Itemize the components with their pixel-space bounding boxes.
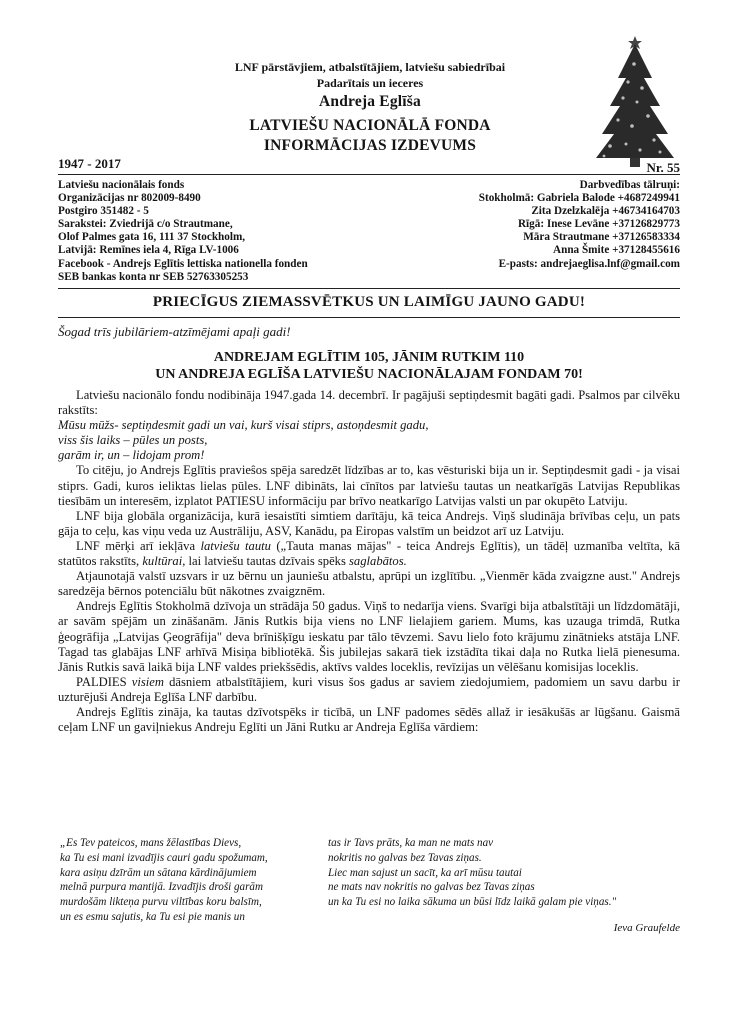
contact-line: Facebook - Andrejs Eglītis lettiska nationella fonden [58, 257, 308, 270]
issue-number: Nr. 55 [646, 160, 680, 175]
text-run: lai latviešu tautas dzīvais spēks [185, 554, 350, 569]
psalm-line: Mūsu mūžs- septiņdesmit gadi un vai, kurš visai stiprs, astoņdesmit gadu, [58, 418, 429, 433]
contact-line: Olof Palmes gata 16, 111 37 Stockholm, [58, 231, 246, 244]
contact-line: Postgiro 351482 - 5 [58, 205, 149, 218]
poem-left [60, 836, 330, 925]
contact-line: Latvijā: Remīnes iela 4, Rīga LV-1006 [58, 244, 239, 257]
headline-2: UN ANDREJA EGLĪŠA LATVIEŠU NACIONĀLAJAM FONDAM 70! [155, 367, 583, 382]
contact-line: Darbvedības tālruņi: [579, 179, 680, 191]
header-line-2: Padarītais un ieceres [316, 76, 424, 90]
contact-line: Organizācijas nr 802009-8490 [58, 192, 201, 205]
paragraph: Atjaunotajā valstī uzsvars ir uz bērnu un jauniešu atbalstu, aprūpi un izglītību. „Vienmēr kāda zvaigzne aust." Andrejs saredzēja bērnos potenciālu būt nākotnes zvaigznēm. [58, 569, 680, 599]
signature: Ieva Graufelde [613, 922, 680, 934]
text-run-italic: kultūrai, [142, 554, 186, 569]
poem-line: nokritis no galvas bez Tavas ziņas. [328, 851, 482, 864]
contact-line: SEB bankas konta nr SEB 52763305253 [58, 270, 249, 283]
text-run: LNF mērķi arī iekļāva [76, 538, 201, 553]
contact-line: Latviešu nacionālais fonds [58, 179, 185, 191]
contact-line: Stokholmā: Gabriela Balode +4687249941 [478, 192, 680, 205]
poem-line: un es esmu sajutis, ka Tu esi pie manis un [60, 910, 245, 923]
text-run: PALDIES [76, 674, 132, 689]
paragraph: Latviešu nacionālo fondu nodibināja 1947.gada 14. decembrī. Ir pagājuši septiņdesmit bagāti gadi. Psalmos par cilvēku rakstīts: [58, 388, 680, 418]
contact-line: Rīgā: Inese Levāne +37126829773 [517, 218, 680, 231]
poem-right [328, 836, 688, 910]
poem-line: un ka Tu esi no laika sākuma un būsi līdz laikā galam pie viņas." [328, 896, 617, 909]
contacts-rule [58, 288, 680, 289]
paragraph: To citēju, jo Andrejs Eglītis pravieŝos spēja saredzēt līdzības ar to, kas vēsturiski bija un ir. Septiņdesmit gadi - ja visai stiprs. Gadi, kuros ieliktas lielas pūles. LNF dibināts, lai cīnītos par latviešu tautas un neatkarīgās Latvijas Republikas tiesībām un interesēm, izplatot PATIESU informāciju par brīvo neatkarīgo Latvijas valsti un par okupēto Latviju. [58, 463, 680, 508]
text-run-italic: visiem [131, 674, 164, 689]
contact-line: Zita Dzelzkalēja +46734164703 [531, 205, 680, 218]
poem-line: Liec man sajust un sacīt, ka arī mūsu tautai [328, 866, 522, 879]
text-run: dāsniem atbalstītājiem, kuri visus šos gadus ar saviem ziedojumiem, padomiem un savu darbu ir uzturējuši Andreja Eglīša LNF darbību. [58, 674, 680, 704]
header-line-3: Andreja Eglīša [319, 93, 421, 110]
header-line-1: LNF pārstāvjiem, atbalstītājiem, latviešu sabiedrībai [234, 60, 506, 74]
text-run: („Tauta manas mājas" - teica Andrejs Eglītis), un tādēļ uzmanība veltīta, kā statūtos rakstīts, [58, 538, 680, 569]
header-title-1: LATVIEŠU NACIONĀLĀ FONDA [249, 117, 491, 134]
poem-line: „Es Tev pateicos, mans žēlastības Dievs, [60, 837, 242, 849]
psalm-line: viss šis laiks – pūles un posts, [58, 433, 208, 448]
header-title-2: INFORMĀCIJAS IZDEVUMS [263, 137, 477, 154]
contact-line: Sarakstei: Zviedrijā c/o Strautmane, [58, 218, 233, 231]
headline-1: ANDREJAM EGLĪTIM 105, JĀNIM RUTKIM 110 [213, 350, 525, 365]
article-body [58, 388, 680, 735]
contacts-right [420, 179, 680, 271]
poem-line: murdošām likteņa purvu viltības koru balsīm, [60, 896, 262, 909]
text-run-italic: latviešu tautu [200, 538, 271, 553]
poem-line: melnā purpura mantijā. Izvadījis droši garām [60, 881, 263, 894]
psalm-line: garām ir, un – lidojam prom! [58, 448, 205, 463]
poem-line: kara asiņu dzīrām un sātana kārdinājumiem [60, 866, 257, 879]
paragraph: Andrejs Eglītis zināja, ka tautas dzīvotspēks ir ticībā, un LNF padomes sēdēs allaž ir iesākušās ar lūgšanu. Gaismā ceļam LNF un gaviļniekus Andreju Eglīti un Jāni Rutku ar Andreja Eglīša vārdiem: [58, 704, 680, 735]
contact-line: Māra Strautmane +37126583334 [523, 231, 680, 244]
paragraph: LNF bija globāla organizācija, kurā iesaistīti simtiem darītāju, kā teica Andrejs. Viņš sludināja brīvības ceļu, un pats gāja to ceļu, kas viņu veda uz Austrāliju, ASV, Kanādu, pa Eiropas valstīm un beidzot arī uz Latviju. [58, 508, 680, 538]
years: 1947 - 2017 [58, 156, 121, 171]
christmas-tree-icon [590, 30, 680, 170]
contact-line: E-pasts: andrejaeglisa.lnf@gmail.com [498, 257, 680, 270]
text-run-italic: saglabātos. [349, 554, 407, 569]
contacts-left [58, 179, 308, 284]
subtitle: Šogad trīs jubilāriem-atzīmējami apaļi gadi! [58, 324, 291, 339]
poem-line: ka Tu esi mani izvadījis cauri gadu spožumam, [60, 851, 268, 864]
greeting-rule [58, 317, 680, 318]
paragraph [58, 675, 680, 705]
poem-line: ne mats nav nokritis no galvas bez Tavas ziņas [328, 881, 535, 894]
header-rule [58, 174, 680, 175]
paragraph [58, 539, 680, 569]
contact-line: Anna Šmite +37128455616 [553, 244, 680, 257]
paragraph: Andrejs Eglītis Stokholmā dzīvoja un strādāja 50 gadus. Viņš to nedarīja viens. Svarīgi bija atbalstītāji un līdzdomātāji, ar savām spējām un zināšanām. Jānis Rutkis bija viens no LNF lielajiem gariem. Mums, kas uzauga trimdā, Rutka ģeogrāfija „Latvijas Ģeogrāfija" deva brīnišķīgu ieskatu par tālo tēvzemi. Savu lielo foto krājumu zinātnieks atstāja LNF. Tagad tas glabājas LNF arhīvā Misiņa bibliotēkā. Šis jubilejas sakarā tiek izstādīta tikai daļa no Rutka lielā pienesuma. Jānis Rutkis savā laikā bija LNF valdes priekšsēdis, aktīvs valdes loceklis, revīzijas un vēlēšanu komisijas loceklis. [58, 599, 680, 674]
greeting: PRIECĪGUS ZIEMASSVĒTKUS UN LAIMĪGU JAUNO GADU! [152, 294, 586, 310]
poem-line: tas ir Tavs prāts, ka man ne mats nav [328, 837, 494, 849]
